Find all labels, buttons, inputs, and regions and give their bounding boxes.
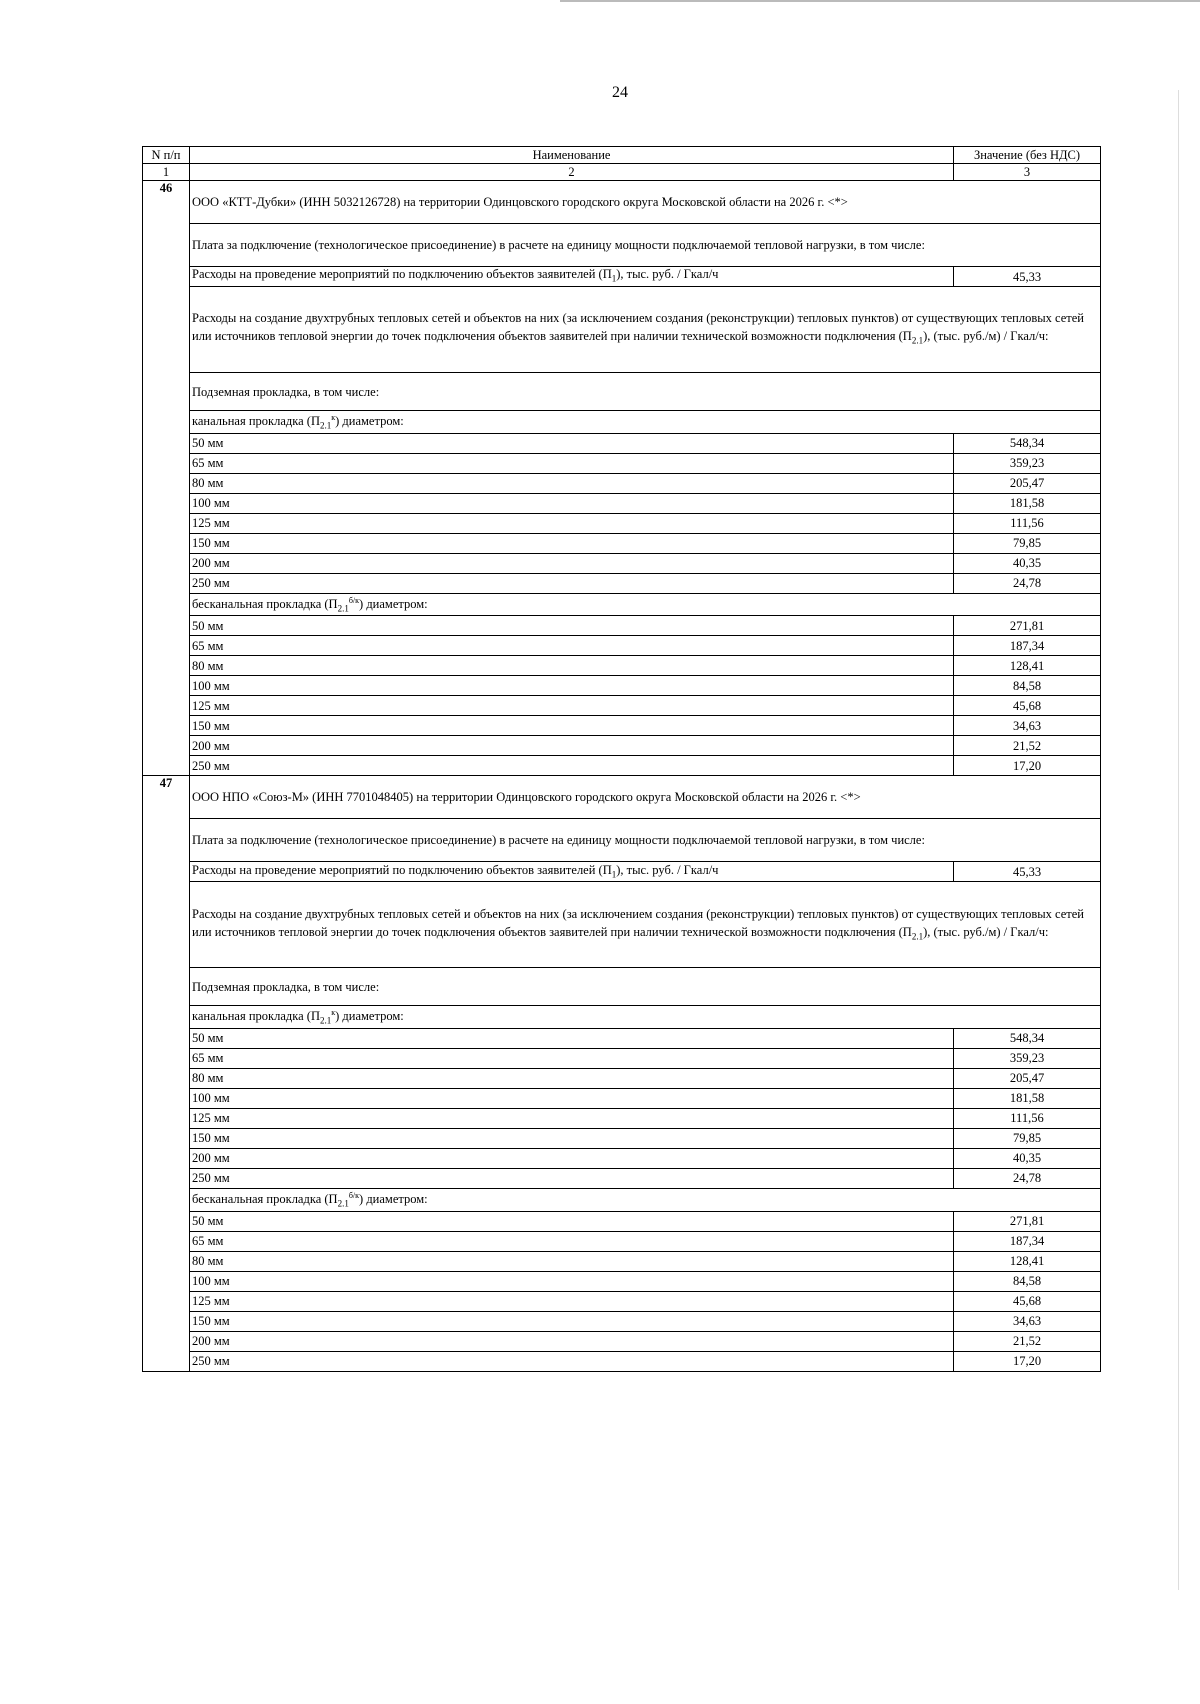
nochannel-diameter-row bbox=[143, 1351, 1101, 1371]
nochannel-diameter: 65 мм bbox=[190, 1231, 954, 1251]
entry-channel-header-row bbox=[143, 1006, 1101, 1029]
nochannel-diameter-row bbox=[143, 1291, 1101, 1311]
entry-costs-row bbox=[143, 287, 1101, 373]
costs-text: Расходы на создание двухтрубных тепловых сетей и объектов на них (за исключением создания (реконструкции) тепловых пунктов) от существующих тепловых сетей или источников тепловой энергии до точек подключения объектов заявителей при наличии технической возможности подключения (П bbox=[192, 311, 1084, 344]
nochannel-diameter-row bbox=[143, 1311, 1101, 1331]
channel-diameter-row bbox=[143, 1148, 1101, 1168]
channel-diameter: 200 мм bbox=[190, 553, 954, 573]
p1-text: Расходы на проведение мероприятий по подключению объектов заявителей (П bbox=[192, 862, 612, 877]
channel-value: 111,56 bbox=[954, 513, 1101, 533]
nochannel-value: 84,58 bbox=[954, 676, 1101, 696]
entry-number: 47 bbox=[143, 776, 190, 1371]
channel-diameter: 80 мм bbox=[190, 473, 954, 493]
payment-description: Плата за подключение (технологическое присоединение) в расчете на единицу мощности подключаемой тепловой нагрузки, в том числе: bbox=[190, 819, 1101, 862]
channel-diameter-row bbox=[143, 573, 1101, 593]
channel-diameter: 80 мм bbox=[190, 1068, 954, 1088]
nochannel-value: 84,58 bbox=[954, 1271, 1101, 1291]
channel-value: 24,78 bbox=[954, 573, 1101, 593]
tariff-table bbox=[142, 146, 1101, 1372]
p1-value: 45,33 bbox=[954, 862, 1101, 882]
costs-text-end: ), (тыс. руб./м) / Гкал/ч: bbox=[923, 924, 1049, 939]
costs-text-end: ), (тыс. руб./м) / Гкал/ч: bbox=[923, 329, 1049, 344]
header-index-1: 1 bbox=[143, 164, 190, 181]
channel-diameter-row bbox=[143, 1108, 1101, 1128]
nochannel-diameter: 200 мм bbox=[190, 736, 954, 756]
nochannel-value: 45,68 bbox=[954, 696, 1101, 716]
channel-value: 40,35 bbox=[954, 553, 1101, 573]
p1-label bbox=[190, 267, 954, 287]
nochannel-diameter-row bbox=[143, 656, 1101, 676]
nochannel-diameter-row bbox=[143, 756, 1101, 776]
channel-sub: 2.1 bbox=[320, 1015, 332, 1026]
channel-diameter: 200 мм bbox=[190, 1148, 954, 1168]
nochannel-value: 17,20 bbox=[954, 756, 1101, 776]
nochannel-sup: б/к bbox=[348, 595, 360, 605]
entry-channel-header-row bbox=[143, 411, 1101, 434]
channel-diameter: 65 мм bbox=[190, 1048, 954, 1068]
entry-costs-row bbox=[143, 882, 1101, 968]
nochannel-diameter-row bbox=[143, 736, 1101, 756]
nochannel-value: 271,81 bbox=[954, 1211, 1101, 1231]
p1-text: Расходы на проведение мероприятий по подключению объектов заявителей (П bbox=[192, 267, 612, 282]
nochannel-sub: 2.1 bbox=[337, 603, 349, 614]
channel-diameter-row bbox=[143, 453, 1101, 473]
channel-value: 548,34 bbox=[954, 1028, 1101, 1048]
channel-diameter-row bbox=[143, 553, 1101, 573]
page-number: 24 bbox=[612, 84, 628, 101]
header-name: Наименование bbox=[190, 147, 954, 164]
payment-description: Плата за подключение (технологическое присоединение) в расчете на единицу мощности подключаемой тепловой нагрузки, в том числе: bbox=[190, 224, 1101, 267]
channel-diameter-row bbox=[143, 1088, 1101, 1108]
nochannel-diameter: 200 мм bbox=[190, 1331, 954, 1351]
channel-diameter-row bbox=[143, 513, 1101, 533]
header-value: Значение (без НДС) bbox=[954, 147, 1101, 164]
nochannel-diameter: 80 мм bbox=[190, 656, 954, 676]
nochannel-diameter-row bbox=[143, 1271, 1101, 1291]
nochannel-diameter-row bbox=[143, 1211, 1101, 1231]
header-num: N п/п bbox=[143, 147, 190, 164]
p1-sub: 1 bbox=[611, 869, 617, 880]
channel-diameter: 50 мм bbox=[190, 1028, 954, 1048]
nochannel-diameter: 250 мм bbox=[190, 756, 954, 776]
channel-value: 79,85 bbox=[954, 1128, 1101, 1148]
channel-sup: к bbox=[331, 1008, 336, 1018]
nochannel-diameter-row bbox=[143, 716, 1101, 736]
entry-pay-row bbox=[143, 819, 1101, 862]
channel-text: канальная прокладка (П bbox=[192, 414, 320, 429]
channel-diameter-row bbox=[143, 1068, 1101, 1088]
channel-value: 548,34 bbox=[954, 433, 1101, 453]
channel-laying-label bbox=[190, 1006, 1101, 1029]
nochannel-diameter: 125 мм bbox=[190, 1291, 954, 1311]
channel-value: 359,23 bbox=[954, 453, 1101, 473]
p1-text-end: ), тыс. руб. / Гкал/ч bbox=[616, 862, 719, 877]
channel-value: 40,35 bbox=[954, 1148, 1101, 1168]
channel-value: 24,78 bbox=[954, 1168, 1101, 1188]
channel-text-end: ) диаметром: bbox=[335, 1009, 404, 1024]
channel-text: канальная прокладка (П bbox=[192, 1009, 320, 1024]
nochannel-value: 128,41 bbox=[954, 656, 1101, 676]
nochannel-diameter: 100 мм bbox=[190, 676, 954, 696]
channel-diameter-row bbox=[143, 473, 1101, 493]
nochannel-text-end: ) диаметром: bbox=[359, 596, 428, 611]
channel-diameter: 100 мм bbox=[190, 1088, 954, 1108]
channel-value: 111,56 bbox=[954, 1108, 1101, 1128]
channel-diameter: 100 мм bbox=[190, 493, 954, 513]
nochannel-diameter-row bbox=[143, 676, 1101, 696]
nochannel-diameter-row bbox=[143, 616, 1101, 636]
underground-label: Подземная прокладка, в том числе: bbox=[190, 373, 1101, 411]
nochannel-diameter: 250 мм bbox=[190, 1351, 954, 1371]
nochannel-diameter: 150 мм bbox=[190, 1311, 954, 1331]
nochannel-value: 187,34 bbox=[954, 1231, 1101, 1251]
nochannel-diameter-row bbox=[143, 1231, 1101, 1251]
nochannel-diameter: 80 мм bbox=[190, 1251, 954, 1271]
nochannel-diameter: 125 мм bbox=[190, 696, 954, 716]
nochannel-diameter: 100 мм bbox=[190, 1271, 954, 1291]
channel-diameter: 150 мм bbox=[190, 1128, 954, 1148]
nochannel-value: 34,63 bbox=[954, 1311, 1101, 1331]
nochannel-text: бесканальная прокладка (П bbox=[192, 1192, 338, 1207]
entry-nochannel-header-row bbox=[143, 1188, 1101, 1211]
channel-value: 205,47 bbox=[954, 1068, 1101, 1088]
channel-diameter: 125 мм bbox=[190, 513, 954, 533]
channel-value: 359,23 bbox=[954, 1048, 1101, 1068]
channel-value: 79,85 bbox=[954, 533, 1101, 553]
scan-edge-right bbox=[1178, 90, 1179, 1590]
nochannel-value: 17,20 bbox=[954, 1351, 1101, 1371]
p1-sub: 1 bbox=[611, 273, 617, 284]
table-body bbox=[143, 147, 1101, 1372]
nochannel-diameter-row bbox=[143, 636, 1101, 656]
channel-diameter-row bbox=[143, 433, 1101, 453]
nochannel-text: бесканальная прокладка (П bbox=[192, 596, 338, 611]
nochannel-diameter-row bbox=[143, 696, 1101, 716]
entry-pay-row bbox=[143, 224, 1101, 267]
nochannel-diameter-row bbox=[143, 1251, 1101, 1271]
channel-text-end: ) диаметром: bbox=[335, 414, 404, 429]
nochannel-sup: б/к bbox=[348, 1190, 360, 1200]
nochannel-diameter: 50 мм bbox=[190, 616, 954, 636]
channel-diameter-row bbox=[143, 1028, 1101, 1048]
costs-sub: 2.1 bbox=[911, 335, 924, 346]
entry-underground-row bbox=[143, 373, 1101, 411]
p1-value: 45,33 bbox=[954, 267, 1101, 287]
nochannel-laying-label bbox=[190, 593, 1101, 616]
channel-diameter: 250 мм bbox=[190, 573, 954, 593]
nochannel-diameter: 150 мм bbox=[190, 716, 954, 736]
costs-sub: 2.1 bbox=[911, 931, 924, 942]
costs-text: Расходы на создание двухтрубных тепловых сетей и объектов на них (за исключением создания (реконструкции) тепловых пунктов) от существующих тепловых сетей или источников тепловой энергии до точек подключения объектов заявителей при наличии технической возможности подключения (П bbox=[192, 906, 1084, 939]
nochannel-value: 21,52 bbox=[954, 1331, 1101, 1351]
entry-org-row bbox=[143, 181, 1101, 224]
header-index-3: 3 bbox=[954, 164, 1101, 181]
channel-sub: 2.1 bbox=[320, 420, 332, 431]
channel-diameter: 65 мм bbox=[190, 453, 954, 473]
nochannel-value: 271,81 bbox=[954, 616, 1101, 636]
channel-sup: к bbox=[331, 413, 336, 422]
entry-nochannel-header-row bbox=[143, 593, 1101, 616]
p1-label bbox=[190, 862, 954, 882]
channel-laying-label bbox=[190, 411, 1101, 434]
channel-diameter: 150 мм bbox=[190, 533, 954, 553]
nochannel-value: 187,34 bbox=[954, 636, 1101, 656]
channel-value: 181,58 bbox=[954, 493, 1101, 513]
channel-diameter: 250 мм bbox=[190, 1168, 954, 1188]
channel-value: 205,47 bbox=[954, 473, 1101, 493]
scan-edge-top bbox=[560, 0, 1200, 2]
channel-diameter-row bbox=[143, 1048, 1101, 1068]
nochannel-text-end: ) диаметром: bbox=[359, 1192, 428, 1207]
nochannel-value: 128,41 bbox=[954, 1251, 1101, 1271]
nochannel-sub: 2.1 bbox=[337, 1198, 349, 1209]
entry-underground-row bbox=[143, 968, 1101, 1006]
header-index-2: 2 bbox=[190, 164, 954, 181]
network-costs-description bbox=[190, 882, 1101, 968]
header-index-row bbox=[143, 164, 1101, 181]
channel-diameter-row bbox=[143, 1128, 1101, 1148]
nochannel-diameter: 65 мм bbox=[190, 636, 954, 656]
nochannel-value: 45,68 bbox=[954, 1291, 1101, 1311]
channel-diameter: 125 мм bbox=[190, 1108, 954, 1128]
channel-diameter-row bbox=[143, 1168, 1101, 1188]
organization-title: ООО НПО «Союз-М» (ИНН 7701048405) на территории Одинцовского городского округа Московской области на 2026 г. <*> bbox=[190, 776, 1101, 819]
header-row bbox=[143, 147, 1101, 164]
p1-text-end: ), тыс. руб. / Гкал/ч bbox=[616, 267, 719, 282]
channel-diameter-row bbox=[143, 533, 1101, 553]
nochannel-laying-label bbox=[190, 1188, 1101, 1211]
entry-p1-row bbox=[143, 862, 1101, 882]
network-costs-description bbox=[190, 287, 1101, 373]
nochannel-value: 34,63 bbox=[954, 716, 1101, 736]
entry-org-row bbox=[143, 776, 1101, 819]
channel-diameter: 50 мм bbox=[190, 433, 954, 453]
underground-label: Подземная прокладка, в том числе: bbox=[190, 968, 1101, 1006]
entry-p1-row bbox=[143, 267, 1101, 287]
nochannel-value: 21,52 bbox=[954, 736, 1101, 756]
organization-title: ООО «КТТ-Дубки» (ИНН 5032126728) на территории Одинцовского городского округа Московской области на 2026 г. <*> bbox=[190, 181, 1101, 224]
entry-number: 46 bbox=[143, 181, 190, 776]
channel-value: 181,58 bbox=[954, 1088, 1101, 1108]
channel-diameter-row bbox=[143, 493, 1101, 513]
nochannel-diameter: 50 мм bbox=[190, 1211, 954, 1231]
nochannel-diameter-row bbox=[143, 1331, 1101, 1351]
